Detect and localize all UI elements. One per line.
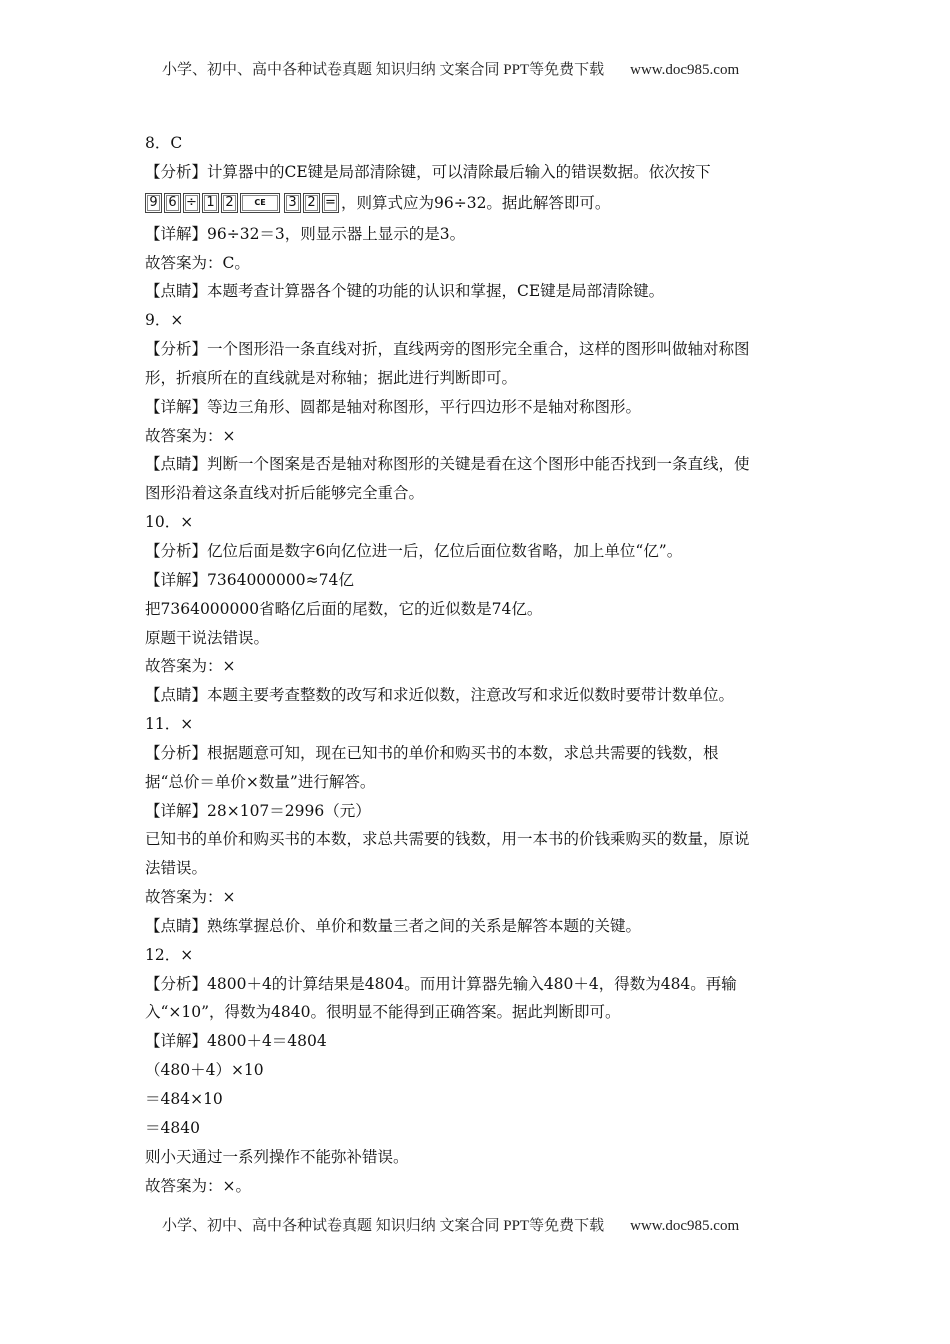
text-line: 据“总价＝单价×数量”进行解答。 — [145, 772, 376, 791]
text-line: 已知书的单价和购买书的本数，求总共需要的钱数，用一本书的价钱乘购买的数量，原说 — [145, 830, 750, 849]
calculator-key-icon: CE — [240, 193, 280, 213]
text-line: 12．× — [145, 945, 194, 964]
text-line: 法错误。 — [145, 859, 208, 878]
calculator-key-icon: 3 — [284, 193, 301, 213]
calculator-key-icon: 2 — [221, 193, 238, 213]
line-text: ，则算式应为96÷32。据此解答即可。 — [341, 193, 611, 212]
calculator-key-sequence — [145, 187, 805, 220]
text-line: 图形沿着这条直线对折后能够完全重合。 — [145, 484, 425, 503]
text-line: 9．× — [145, 311, 184, 330]
calculator-key-icon: ÷ — [183, 193, 200, 213]
text-line: 则小天通过一系列操作不能弥补错误。 — [145, 1147, 409, 1166]
text-line: 8．C — [145, 134, 183, 152]
text-line: 把7364000000省略亿后面的尾数，它的近似数是74亿。 — [145, 599, 543, 618]
text-line: 入“×10”，得数为4840。很明显不能得到正确答案。据此判断即可。 — [145, 1003, 621, 1022]
text-line: 11．× — [145, 715, 194, 734]
footer-text: 小学、初中、高中各种试卷真题 知识归纳 文案合同 PPT等免费下载 — [162, 1218, 605, 1234]
text-line: ＝4840 — [145, 1118, 200, 1137]
calculator-key-icon: = — [322, 193, 339, 213]
text-line: ＝484×10 — [145, 1090, 223, 1108]
text-line: 【详解】7364000000≈74亿 — [145, 570, 354, 589]
text-line: 【点睛】本题主要考查整数的改写和求近似数，注意改写和求近似数时要带计数单位。 — [145, 686, 735, 705]
calculator-key-icon: 6 — [164, 193, 181, 213]
text-line: 【详解】4800＋4＝4804 — [145, 1032, 327, 1051]
text-line: （480＋4）×10 — [145, 1061, 264, 1080]
text-line: 故答案为：× — [145, 657, 236, 676]
text-line: 【详解】等边三角形、圆都是轴对称图形，平行四边形不是轴对称图形。 — [145, 397, 642, 416]
text-line: 故答案为：C。 — [145, 253, 250, 272]
header-text: 小学、初中、高中各种试卷真题 知识归纳 文案合同 PPT等免费下载 — [162, 62, 605, 78]
answer-content — [145, 129, 805, 1200]
text-line: 10．× — [145, 513, 194, 532]
text-line: 形，折痕所在的直线就是对称轴；据此进行判断即可。 — [145, 368, 518, 387]
page-footer — [162, 1214, 739, 1235]
calculator-key-icon: 9 — [145, 193, 162, 213]
footer-site: www.doc985.com — [630, 1218, 740, 1234]
text-line: 【分析】亿位后面是数字6向亿位进一后，亿位后面位数省略，加上单位“亿”。 — [145, 541, 683, 560]
text-line: 故答案为：× — [145, 426, 236, 445]
calculator-key-icon: 2 — [303, 193, 320, 213]
text-line: 故答案为：× — [145, 888, 236, 907]
text-line: 故答案为：×。 — [145, 1176, 251, 1195]
text-line: 【点睛】本题考查计算器各个键的功能的认识和掌握，CE键是局部清除键。 — [145, 282, 665, 301]
text-line: 【分析】计算器中的CE键是局部清除键，可以清除最后输入的错误数据。依次按下 — [145, 162, 711, 181]
header-site: www.doc985.com — [630, 62, 740, 78]
text-line: 【点睛】判断一个图案是否是轴对称图形的关键是看在这个图形中能否找到一条直线，使 — [145, 455, 750, 474]
text-line: 原题干说法错误。 — [145, 628, 270, 647]
page-header — [162, 58, 739, 79]
text-line: 【详解】96÷32＝3，则显示器上显示的是3。 — [145, 224, 466, 243]
text-line: 【分析】4800＋4的计算结果是4804。而用计算器先输入480＋4，得数为484。再输 — [145, 974, 737, 993]
text-line: 【分析】根据题意可知，现在已知书的单价和购买书的本数，求总共需要的钱数，根 — [145, 743, 719, 762]
text-line: 【点睛】熟练掌握总价、单价和数量三者之间的关系是解答本题的关键。 — [145, 916, 642, 935]
calculator-key-icon: 1 — [202, 193, 219, 213]
text-line: 【分析】一个图形沿一条直线对折，直线两旁的图形完全重合，这样的图形叫做轴对称图 — [145, 340, 750, 359]
text-line: 【详解】28×107＝2996（元） — [145, 801, 371, 820]
